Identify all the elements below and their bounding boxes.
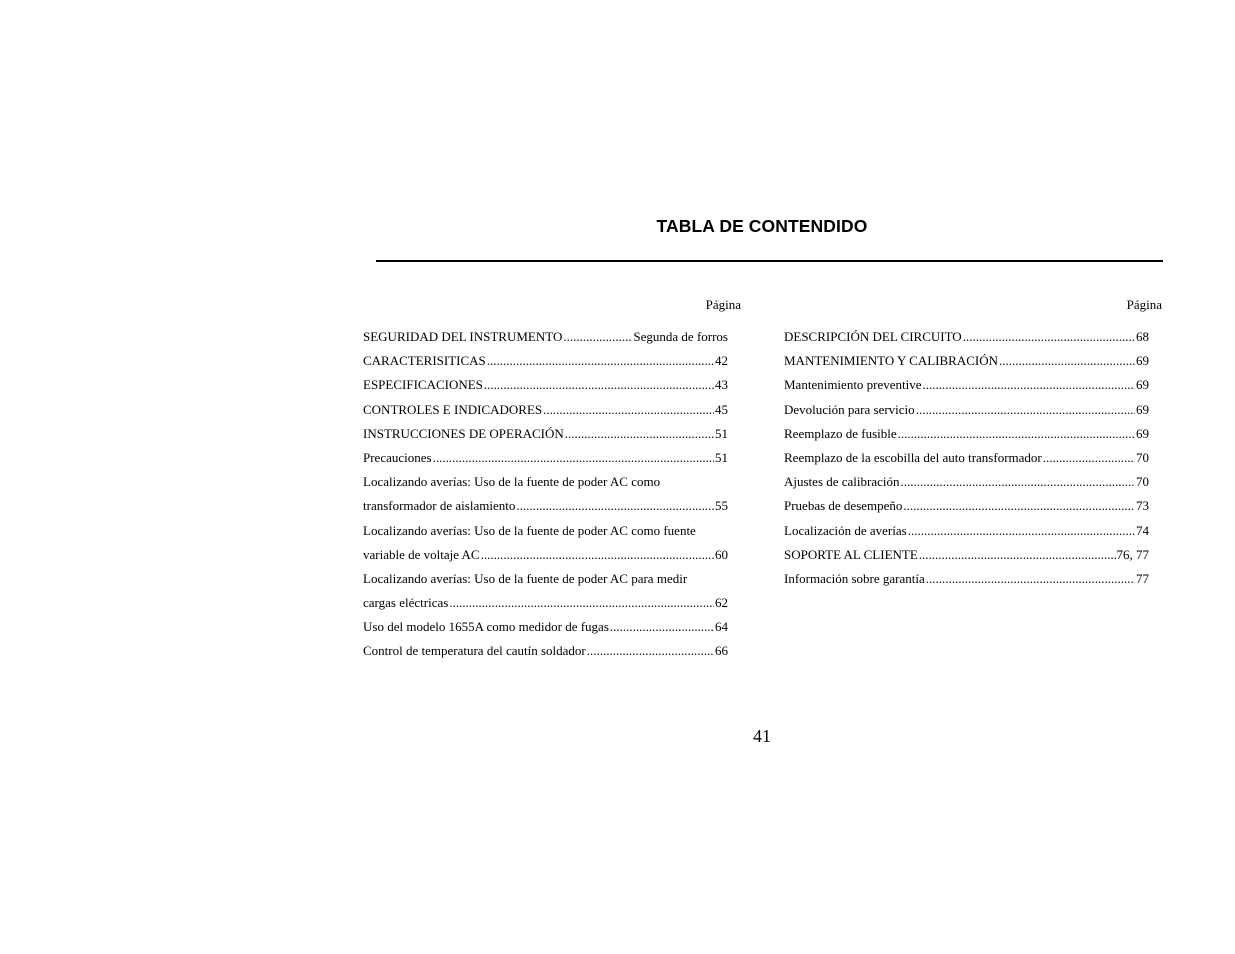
dot-leader	[543, 401, 714, 419]
toc-entry-page: 64	[715, 619, 728, 635]
toc-entry-page: 62	[715, 595, 728, 611]
toc-entry-text: SOPORTE AL CLIENTE	[784, 546, 918, 562]
toc-entry[interactable]	[363, 522, 728, 546]
toc-entry-text: Devolución para servicio	[784, 401, 915, 417]
dot-leader	[449, 594, 714, 612]
dot-leader	[587, 642, 714, 660]
toc-entry-page: Segunda de forros	[633, 329, 728, 344]
toc-entry-text: Reemplazo de la escobilla del auto transformador	[784, 449, 1042, 465]
toc-entry-text: Localizando averías: Uso de la fuente de poder AC como fuente	[363, 522, 696, 538]
dot-leader	[916, 401, 1135, 419]
page-title: TABLA DE CONTENDIDO	[656, 216, 868, 236]
toc-entry-page: 45	[715, 401, 728, 417]
page-column-label-left: Página	[705, 297, 741, 312]
toc-entry[interactable]	[784, 449, 1149, 473]
toc-entry-text: Localización de averías	[784, 522, 907, 538]
toc-entry-page: 42	[715, 353, 728, 369]
toc-entry-page: 70	[1136, 449, 1149, 465]
title-divider	[376, 260, 1163, 262]
dot-leader	[923, 376, 1135, 394]
toc-entry-page: 51	[715, 425, 728, 441]
dot-leader	[563, 328, 632, 346]
toc-entry-text: ESPECIFICACIONES	[363, 377, 483, 393]
page-number: 41	[753, 726, 771, 746]
toc-entry-text: SEGURIDAD DEL INSTRUMENTO	[363, 329, 563, 344]
toc-entry[interactable]	[363, 401, 728, 425]
toc-entry-text: MANTENIMIENTO Y CALIBRACIÓN	[784, 353, 999, 369]
toc-entry[interactable]	[363, 473, 728, 497]
toc-entry[interactable]	[363, 570, 728, 594]
toc-entry-text: Localizando averías: Uso de la fuente de poder AC como	[363, 474, 661, 490]
dot-leader	[903, 497, 1135, 515]
toc-entry-text: CARACTERISITICAS	[363, 353, 486, 369]
toc-column-right	[784, 328, 1149, 594]
toc-entry-text: Uso del modelo 1655A como medidor de fugas	[363, 619, 609, 635]
toc-entry[interactable]	[784, 328, 1149, 352]
toc-entry[interactable]	[784, 570, 1149, 594]
toc-entry[interactable]	[363, 328, 728, 352]
toc-entry[interactable]	[784, 546, 1149, 570]
dot-leader	[898, 425, 1135, 443]
toc-entry-page: 69	[1136, 425, 1149, 441]
toc-column-left	[363, 328, 728, 667]
toc-entry[interactable]	[363, 376, 728, 400]
dot-leader	[901, 473, 1135, 491]
toc-entry-page: 76, 77	[1116, 546, 1149, 562]
page-column-label-right: Página	[1126, 297, 1162, 312]
dot-leader	[926, 570, 1135, 588]
toc-entry-page: 66	[715, 643, 728, 659]
toc-entry-page: 51	[715, 449, 728, 465]
toc-entry-page: 70	[1136, 474, 1149, 490]
toc-entry[interactable]	[784, 497, 1149, 521]
dot-leader	[999, 352, 1135, 370]
toc-entry[interactable]	[363, 594, 728, 618]
toc-entry-text: Mantenimiento preventive	[784, 377, 922, 393]
toc-entry-page: 55	[715, 498, 728, 514]
dot-leader	[963, 328, 1135, 346]
dot-leader	[1043, 449, 1135, 467]
dot-leader	[481, 546, 714, 564]
toc-entry-page: 77	[1136, 570, 1149, 586]
toc-entry-page: 73	[1136, 498, 1149, 514]
toc-entry-page: 68	[1136, 329, 1149, 344]
toc-entry-text: INSTRUCCIONES DE OPERACIÓN	[363, 425, 564, 441]
toc-entry-text: cargas eléctricas	[363, 595, 449, 611]
dot-leader	[516, 497, 714, 515]
toc-entry[interactable]	[363, 352, 728, 376]
toc-entry-page: 43	[715, 377, 728, 393]
toc-entry[interactable]	[784, 522, 1149, 546]
dot-leader	[565, 425, 714, 443]
toc-entry[interactable]	[363, 497, 728, 521]
toc-entry-text: Pruebas de desempeño	[784, 498, 903, 514]
toc-entry-text: Control de temperatura del cautín soldador	[363, 643, 586, 659]
toc-entry-page: 69	[1136, 377, 1149, 393]
toc-entry-text: Precauciones	[363, 449, 432, 465]
toc-entry-text: CONTROLES E INDICADORES	[363, 401, 543, 417]
toc-entry[interactable]	[784, 352, 1149, 376]
toc-entry-text: Información sobre garantía	[784, 570, 925, 586]
toc-entry-page: 69	[1136, 401, 1149, 417]
dot-leader	[487, 352, 714, 370]
dot-leader	[610, 618, 714, 636]
toc-entry[interactable]	[363, 618, 728, 642]
toc-entry[interactable]	[363, 425, 728, 449]
toc-entry-text: DESCRIPCIÓN DEL CIRCUITO	[784, 329, 962, 344]
toc-entry-text: variable de voltaje AC	[363, 546, 480, 562]
dot-leader	[919, 546, 1116, 564]
toc-entry[interactable]	[784, 473, 1149, 497]
toc-entry-text: transformador de aislamiento	[363, 498, 516, 514]
toc-entry-text: Reemplazo de fusible	[784, 425, 897, 441]
toc-entry-page: 69	[1136, 353, 1149, 369]
toc-entry-text: Localizando averías: Uso de la fuente de poder AC para medir	[363, 570, 688, 586]
toc-entry[interactable]	[784, 425, 1149, 449]
dot-leader	[484, 376, 714, 394]
toc-entry-text: Ajustes de calibración	[784, 474, 900, 490]
dot-leader	[908, 522, 1135, 540]
dot-leader	[433, 449, 714, 467]
toc-entry[interactable]	[363, 642, 728, 666]
toc-entry[interactable]	[363, 449, 728, 473]
toc-entry[interactable]	[784, 376, 1149, 400]
toc-entry[interactable]	[784, 401, 1149, 425]
toc-entry[interactable]	[363, 546, 728, 570]
toc-entry-page: 60	[715, 546, 728, 562]
toc-entry-page: 74	[1136, 522, 1149, 538]
